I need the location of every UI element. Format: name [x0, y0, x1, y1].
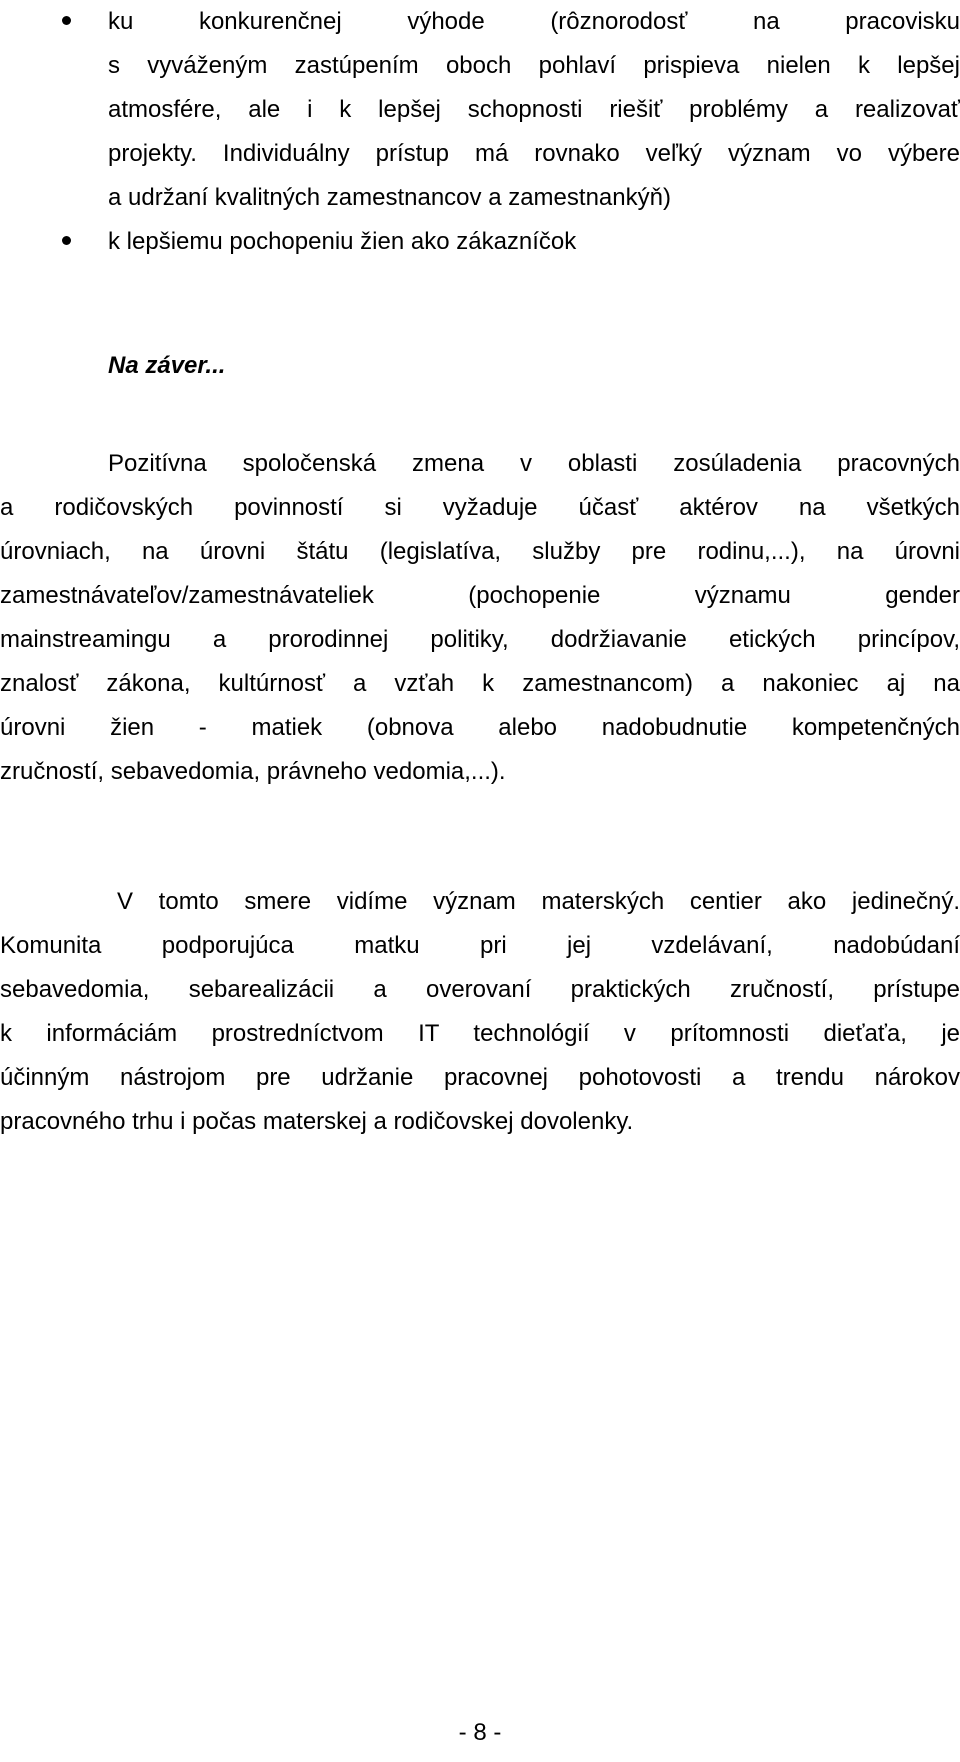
- paragraph-line: pracovného trhu i počas materskej a rodičovskej dovolenky.: [0, 1108, 634, 1135]
- paragraph-line: úrovniach, na úrovni štátu (legislatíva, služby pre rodinu,...), na úrovni: [0, 538, 960, 565]
- bullet-line: s vyváženým zastúpením oboch pohlaví prispieva nielen k lepšej: [108, 52, 960, 79]
- bullet-dot-icon: [62, 236, 71, 245]
- paragraph-line: Pozitívna spoločenská zmena v oblasti zosúladenia pracovných: [108, 450, 960, 477]
- paragraph-line: mainstreamingu a prorodinnej politiky, dodržiavanie etických princípov,: [0, 626, 960, 653]
- bullet-line: a udržaní kvalitných zamestnancov a zamestnankýň): [108, 184, 671, 211]
- paragraph-line: a rodičovských povinností si vyžaduje účasť aktérov na všetkých: [0, 494, 960, 521]
- paragraph-line: V tomto smere vidíme význam materských centier ako jedinečný.: [117, 888, 960, 915]
- bullet-line: k lepšiemu pochopeniu žien ako zákazníčok: [108, 228, 577, 255]
- paragraph-maternal-centers: [0, 880, 960, 1144]
- section-heading: Na záver...: [108, 352, 226, 379]
- bullet-line: atmosfére, ale i k lepšej schopnosti riešiť problémy a realizovať: [108, 96, 960, 123]
- paragraph-line: úrovni žien - matiek (obnova alebo nadobudnutie kompetenčných: [0, 714, 960, 741]
- paragraph-line: účinným nástrojom pre udržanie pracovnej pohotovosti a trendu nárokov: [0, 1064, 960, 1091]
- bullet-item-women-customers: [0, 220, 960, 264]
- bullet-line: projekty. Individuálny prístup má rovnako veľký význam vo výbere: [108, 140, 960, 167]
- paragraph-line: zamestnávateľov/zamestnávateliek (pochopenie významu gender: [0, 582, 960, 609]
- page-number: - 8 -: [458, 1719, 502, 1746]
- paragraph-line: zručností, sebavedomia, právneho vedomia,...).: [0, 758, 506, 785]
- bullet-item-competitive-advantage: [0, 0, 960, 220]
- bullet-dot-icon: [62, 16, 71, 25]
- paragraph-line: sebavedomia, sebarealizácii a overovaní praktických zručností, prístupe: [0, 976, 960, 1003]
- paragraph-line: znalosť zákona, kultúrnosť a vzťah k zamestnancom) a nakoniec aj na: [0, 670, 960, 697]
- bullet-line: ku konkurenčnej výhode (rôznorodosť na pracovisku: [108, 8, 960, 35]
- paragraph-conclusion: [0, 442, 960, 794]
- bullet-list: [0, 0, 960, 264]
- paragraph-line: k informáciám prostredníctvom IT technológií v prítomnosti dieťaťa, je: [0, 1020, 960, 1047]
- paragraph-line: Komunita podporujúca matku pri jej vzdelávaní, nadobúdaní: [0, 932, 960, 959]
